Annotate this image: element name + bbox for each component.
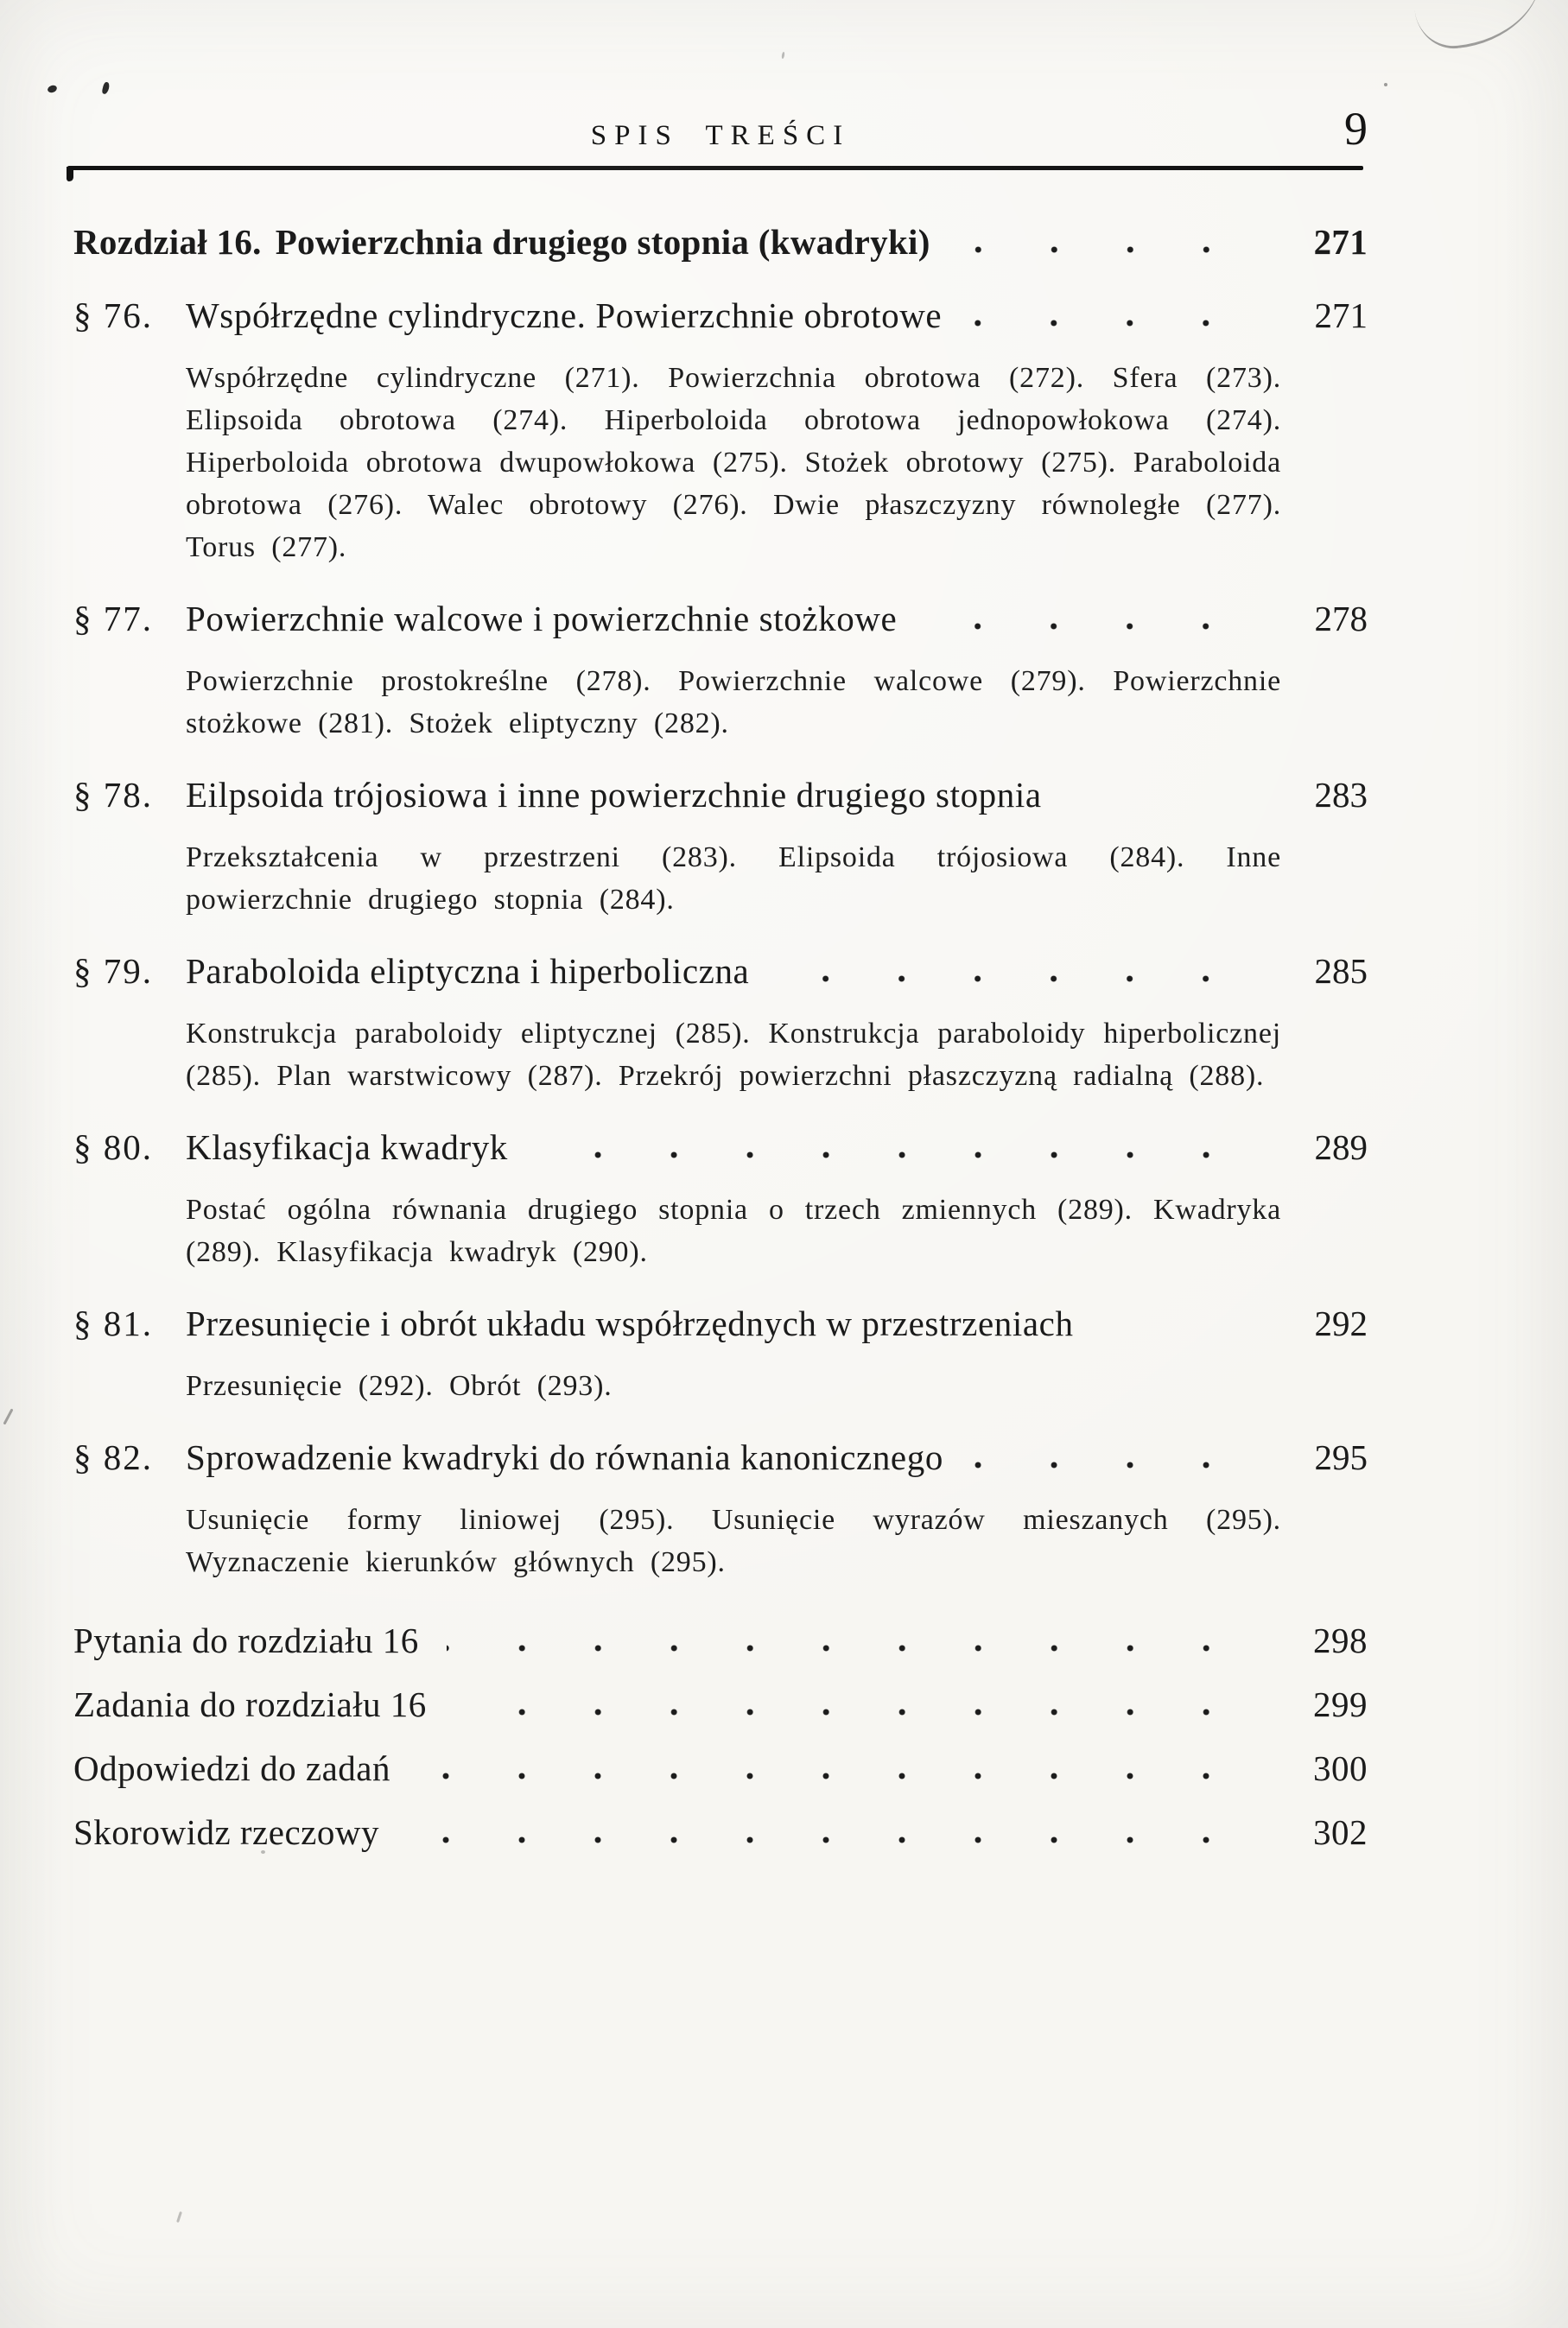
section-title: Eilpsoida trójosiowa i inne powierzchnie drugiego stopnia [186, 775, 1042, 815]
section-page-ref: 271 [1314, 295, 1368, 335]
section-subtopics: Usunięcie formy liniowej (295). Usunięcie wyrazów mieszanych (295). Wyznaczenie kierunków głównych (295). [186, 1504, 1281, 1578]
section-subtopics: Przekształcenia w przestrzeni (283). Elipsoida trójosiowa (284). Inne powierzchnie drugiego stopnia (284). [186, 841, 1281, 916]
section-number: § 76. [73, 295, 153, 335]
toc-section [73, 596, 1368, 745]
section-heading-row [73, 293, 1368, 339]
leader-space [1070, 798, 1278, 807]
section-subtopics: Powierzchnie prostokreślne (278). Powierzchnie walcowe (279). Powierzchnie stożkowe (281). Stożek eliptyczny (282). [186, 665, 1281, 739]
section-page-ref: 285 [1314, 951, 1368, 991]
chapter-page-ref: 271 [1313, 222, 1368, 262]
toc-section [73, 772, 1368, 921]
back-matter-page-ref: 299 [1313, 1684, 1368, 1724]
section-heading-row [73, 596, 1368, 642]
section-title: Paraboloida eliptyczna i hiperboliczna [186, 951, 750, 991]
section-page-ref: 292 [1314, 1304, 1368, 1343]
back-matter-entry [73, 1682, 1368, 1728]
section-heading-row [73, 948, 1368, 994]
running-title: SPIS TREŚCI [590, 120, 851, 151]
chapter-label: Rozdział 16. [73, 222, 262, 262]
toc-section [73, 1125, 1368, 1273]
section-number: § 81. [73, 1304, 153, 1343]
dot-leader [971, 1461, 1278, 1469]
back-matter-entry [73, 1746, 1368, 1792]
toc-section [73, 948, 1368, 1097]
section-subtopics: Konstrukcja paraboloidy eliptycznej (285). Konstrukcja paraboloidy hiperbolicznej (285). Plan warstwicowy (287). Przekrój powierzchni płaszczyzną radialną (288). [186, 1018, 1281, 1092]
section-title: Przesunięcie i obrót układu współrzędnych w przestrzeniach [186, 1304, 1074, 1343]
dot-leader [969, 319, 1278, 327]
section-heading-row [73, 1125, 1368, 1170]
toc-chapter-entry [73, 219, 1368, 265]
section-title: Współrzędne cylindryczne. Powierzchnie obrotowe [186, 295, 943, 335]
scan-speck [1384, 83, 1387, 86]
section-title: Powierzchnie walcowe i powierzchnie stożkowe [186, 599, 898, 638]
back-matter-title: Zadania do rozdziału 16 [73, 1684, 427, 1724]
section-number: § 77. [73, 599, 153, 638]
section-subtopics: Współrzędne cylindryczne (271). Powierzchnia obrotowa (272). Sfera (273). Elipsoida obrotowa (274). Hiperboloida obrotowa jednopowłokowa (274). Hiperboloida obrotowa dwupowłokowa (275). Stożek obrotowy (275). Paraboloida obrotowa (276). Walec obrotowy (276). Dwie płaszczyzny równoległe (277). Torus (277). [186, 362, 1281, 563]
dot-leader [958, 245, 1278, 254]
dot-leader [418, 1772, 1278, 1780]
dot-leader [777, 974, 1278, 983]
back-matter-page-ref: 302 [1313, 1812, 1368, 1852]
section-number: § 78. [73, 775, 153, 815]
scan-speck [261, 1850, 265, 1854]
dot-leader [536, 1151, 1278, 1159]
dot-leader [407, 1836, 1278, 1844]
toc-section [73, 1301, 1368, 1407]
section-number: § 79. [73, 951, 153, 991]
section-heading-row [73, 1435, 1368, 1481]
section-page-ref: 278 [1314, 599, 1368, 638]
back-matter-page-ref: 298 [1313, 1621, 1368, 1660]
toc-content [0, 170, 1568, 1855]
section-title: Sprowadzenie kwadryki do równania kanonicznego [186, 1437, 943, 1477]
dot-leader [454, 1708, 1278, 1716]
leader-space [1101, 1327, 1278, 1335]
chapter-title: Powierzchnia drugiego stopnia (kwadryki) [275, 222, 930, 262]
section-page-ref: 289 [1314, 1127, 1368, 1167]
section-title: Klasyfikacja kwadryk [186, 1127, 508, 1167]
toc-section [73, 293, 1368, 568]
scan-speck [176, 2211, 182, 2223]
toc-section [73, 1435, 1368, 1583]
page-number: 9 [1344, 103, 1368, 155]
section-page-ref: 283 [1314, 775, 1368, 815]
section-page-ref: 295 [1314, 1437, 1368, 1477]
section-subtopics: Przesunięcie (292). Obrót (293). [186, 1370, 613, 1402]
back-matter-entry [73, 1618, 1368, 1664]
header-rule [67, 166, 1363, 170]
dot-leader [924, 622, 1278, 631]
section-number: § 80. [73, 1127, 153, 1167]
back-matter-page-ref: 300 [1313, 1748, 1368, 1788]
back-matter-title: Odpowiedzi do zadań [73, 1748, 390, 1788]
back-matter-title: Skorowidz rzeczowy [73, 1812, 379, 1852]
section-subtopics: Postać ogólna równania drugiego stopnia o trzech zmiennych (289). Kwadryka (289). Klasyfikacja kwadryk (290). [186, 1194, 1281, 1268]
page-header [0, 0, 1568, 155]
dot-leader [447, 1644, 1278, 1652]
back-matter-title: Pytania do rozdziału 16 [73, 1621, 419, 1660]
section-heading-row [73, 1301, 1368, 1347]
section-number: § 82. [73, 1437, 153, 1477]
back-matter-entry [73, 1810, 1368, 1855]
toc-back-matter [73, 1618, 1368, 1855]
section-heading-row [73, 772, 1368, 818]
